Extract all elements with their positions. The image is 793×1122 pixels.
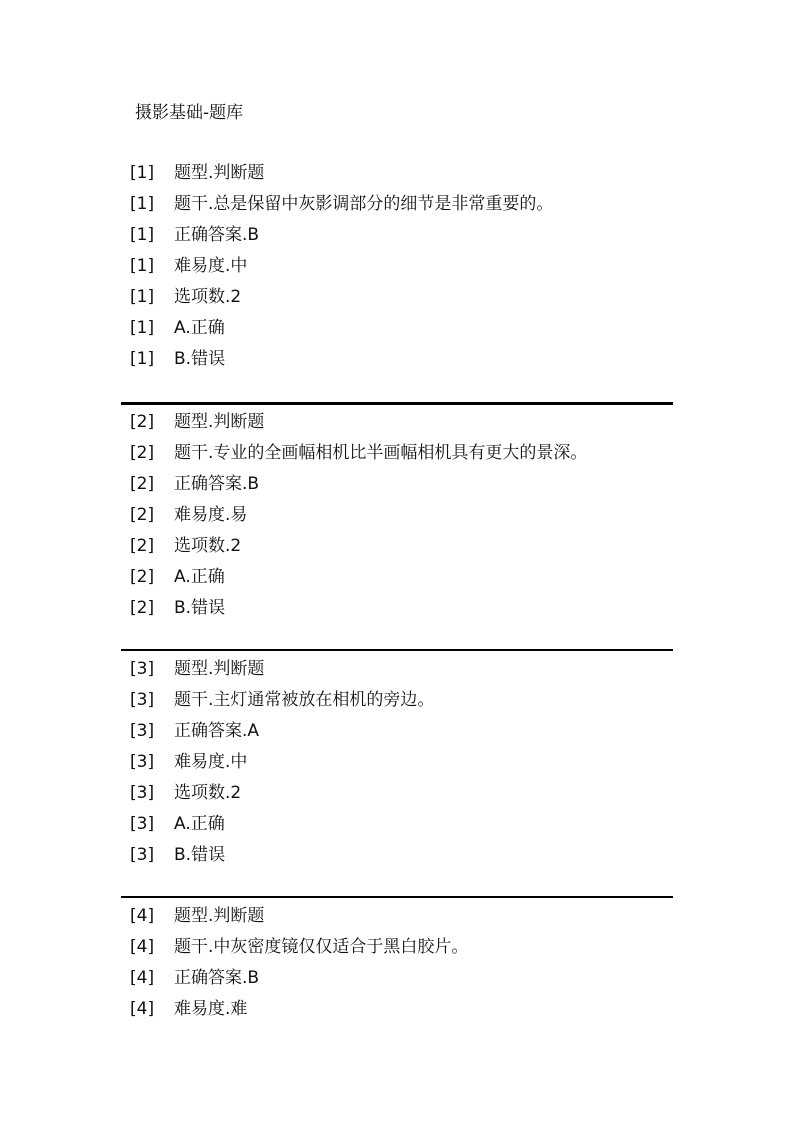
question-number: [3] bbox=[130, 659, 155, 679]
question-row-type bbox=[121, 657, 673, 688]
question-number: [1] bbox=[130, 349, 155, 369]
difficulty: 难易度.中 bbox=[174, 752, 248, 772]
correct-answer: 正确答案.B bbox=[174, 968, 260, 988]
option-b: B.错误 bbox=[174, 349, 226, 369]
question-row-difficulty bbox=[121, 997, 673, 1028]
question-row-type bbox=[121, 161, 673, 192]
option-a: A.正确 bbox=[174, 814, 225, 834]
question-number: [2] bbox=[130, 536, 155, 556]
question-type: 题型.判断题 bbox=[174, 163, 265, 183]
question-stem: 题干.主灯通常被放在相机的旁边。 bbox=[174, 690, 435, 710]
option-count: 选项数.2 bbox=[174, 783, 242, 803]
question-number: [3] bbox=[130, 721, 155, 741]
question-number: [2] bbox=[130, 567, 155, 587]
question-number: [3] bbox=[130, 783, 155, 803]
question-row-option-b bbox=[121, 843, 673, 874]
question-number: [3] bbox=[130, 814, 155, 834]
correct-answer: 正确答案.B bbox=[174, 474, 260, 494]
question-number: [1] bbox=[130, 318, 155, 338]
question-number: [4] bbox=[130, 906, 155, 926]
question-block-3 bbox=[121, 649, 673, 874]
question-number: [3] bbox=[130, 845, 155, 865]
question-row-answer bbox=[121, 223, 673, 254]
question-row-option-a bbox=[121, 316, 673, 347]
question-number: [4] bbox=[130, 968, 155, 988]
question-number: [3] bbox=[130, 690, 155, 710]
option-b: B.错误 bbox=[174, 845, 226, 865]
correct-answer: 正确答案.B bbox=[174, 225, 260, 245]
question-number: [4] bbox=[130, 999, 155, 1019]
difficulty: 难易度.易 bbox=[174, 505, 248, 525]
question-row-option-b bbox=[121, 347, 673, 378]
difficulty: 难易度.中 bbox=[174, 256, 248, 276]
question-row-option-b bbox=[121, 596, 673, 627]
question-row-difficulty bbox=[121, 503, 673, 534]
question-row-type bbox=[121, 410, 673, 441]
question-number: [1] bbox=[130, 225, 155, 245]
option-count: 选项数.2 bbox=[174, 536, 242, 556]
option-a: A.正确 bbox=[174, 318, 225, 338]
question-stem: 题干.中灰密度镜仅仅适合于黑白胶片。 bbox=[174, 937, 469, 957]
question-block-4 bbox=[121, 896, 673, 1028]
question-number: [1] bbox=[130, 194, 155, 214]
question-number: [2] bbox=[130, 443, 155, 463]
question-row-option-count bbox=[121, 534, 673, 565]
question-number: [3] bbox=[130, 752, 155, 772]
question-block-1 bbox=[121, 161, 673, 378]
question-type: 题型.判断题 bbox=[174, 412, 265, 432]
question-number: [1] bbox=[130, 256, 155, 276]
question-row-difficulty bbox=[121, 254, 673, 285]
question-number: [2] bbox=[130, 505, 155, 525]
question-row-stem bbox=[121, 441, 673, 472]
difficulty: 难易度.难 bbox=[174, 999, 248, 1019]
option-b: B.错误 bbox=[174, 598, 226, 618]
correct-answer: 正确答案.A bbox=[174, 721, 260, 741]
question-row-stem bbox=[121, 192, 673, 223]
question-block-2 bbox=[121, 402, 673, 627]
option-a: A.正确 bbox=[174, 567, 225, 587]
question-row-stem bbox=[121, 688, 673, 719]
question-row-option-count bbox=[121, 285, 673, 316]
question-number: [2] bbox=[130, 474, 155, 494]
document-title: 摄影基础-题库 bbox=[135, 103, 244, 123]
question-row-option-count bbox=[121, 781, 673, 812]
question-stem: 题干.总是保留中灰影调部分的细节是非常重要的。 bbox=[174, 194, 554, 214]
question-row-answer bbox=[121, 472, 673, 503]
question-number: [1] bbox=[130, 287, 155, 307]
question-number: [1] bbox=[130, 163, 155, 183]
question-row-difficulty bbox=[121, 750, 673, 781]
question-row-option-a bbox=[121, 812, 673, 843]
question-row-option-a bbox=[121, 565, 673, 596]
question-number: [2] bbox=[130, 598, 155, 618]
question-number: [4] bbox=[130, 937, 155, 957]
question-row-type bbox=[121, 904, 673, 935]
question-stem: 题干.专业的全画幅相机比半画幅相机具有更大的景深。 bbox=[174, 443, 588, 463]
option-count: 选项数.2 bbox=[174, 287, 242, 307]
question-row-stem bbox=[121, 935, 673, 966]
question-row-answer bbox=[121, 719, 673, 750]
question-type: 题型.判断题 bbox=[174, 906, 265, 926]
question-number: [2] bbox=[130, 412, 155, 432]
question-row-answer bbox=[121, 966, 673, 997]
question-type: 题型.判断题 bbox=[174, 659, 265, 679]
